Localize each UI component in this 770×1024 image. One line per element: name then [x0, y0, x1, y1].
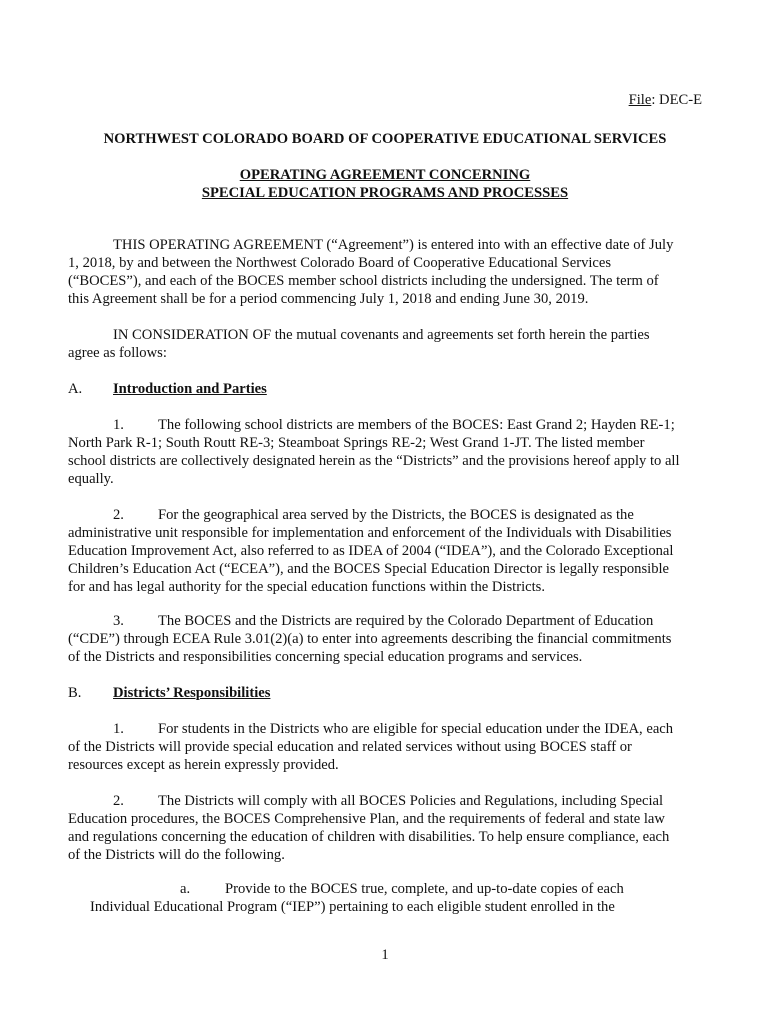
consideration-line: agree as follows:: [68, 345, 167, 361]
item-line: [68, 416, 704, 434]
item-number: 1.: [113, 417, 124, 433]
section-a-item-2: [68, 506, 704, 596]
item-line: [68, 792, 704, 810]
section-a-item-1: [68, 416, 704, 488]
item-line: of the Districts and responsibilities concerning special education programs and services.: [68, 649, 583, 665]
item-line: administrative unit responsible for implementation and enforcement of the Individuals with Disabilities: [68, 525, 672, 541]
intro-line: (“BOCES”), and each of the BOCES member school districts including the undersigned. The term of: [68, 273, 659, 289]
item-line: North Park R-1; South Routt RE-3; Steamboat Springs RE-2; West Grand 1-JT. The listed member: [68, 435, 645, 451]
sub-item-line: [90, 880, 690, 898]
item-line: resources except as herein expressly provided.: [68, 757, 339, 773]
item-line: for and has legal authority for the special education functions within the Districts.: [68, 579, 546, 595]
item-line: school districts are collectively designated herein as the “Districts” and the provisions hereof apply to all: [68, 453, 680, 469]
file-reference: [629, 91, 702, 109]
item-text: The BOCES and the Districts are required by the Colorado Department of Education: [158, 613, 654, 629]
sub-item-letter: a.: [180, 881, 191, 897]
intro-line: THIS OPERATING AGREEMENT (“Agreement”) is entered into with an effective date of July: [113, 237, 674, 253]
document-title-line-1: OPERATING AGREEMENT CONCERNING: [239, 167, 531, 183]
item-text: For the geographical area served by the Districts, the BOCES is designated as the: [158, 507, 634, 523]
item-line: of the Districts will provide special education and related services without using BOCES staff or: [68, 739, 632, 755]
item-number: 2.: [113, 507, 124, 523]
section-b-heading: [68, 684, 270, 702]
item-line: Education Improvement Act, also referred to as IDEA of 2004 (“IDEA”), and the Colorado Exceptional: [68, 543, 674, 559]
item-line: equally.: [68, 471, 114, 487]
document-title-line-2: SPECIAL EDUCATION PROGRAMS AND PROCESSES: [201, 185, 569, 201]
section-b-sub-item-a: [90, 880, 690, 916]
consideration-paragraph: [68, 326, 704, 362]
item-number: 3.: [113, 613, 124, 629]
item-line: and regulations concerning the education of children with disabilities. To help ensure compliance, each: [68, 829, 670, 845]
section-a-heading: [68, 380, 267, 398]
item-line: of the Districts will do the following.: [68, 847, 285, 863]
section-letter: A.: [68, 381, 83, 397]
item-number: 2.: [113, 793, 124, 809]
item-line: (“CDE”) through ECEA Rule 3.01(2)(a) to enter into agreements describing the financial commitments: [68, 631, 672, 647]
intro-line: 1, 2018, by and between the Northwest Colorado Board of Cooperative Educational Services: [68, 255, 612, 271]
item-line: Education procedures, the BOCES Comprehensive Plan, and the requirements of federal and state law: [68, 811, 665, 827]
item-line: [68, 720, 704, 738]
sub-item-text: Provide to the BOCES true, complete, and up-to-date copies of each: [225, 881, 624, 897]
file-label: File: [628, 92, 652, 108]
item-number: 1.: [113, 721, 124, 737]
section-a-item-3: [68, 612, 704, 666]
item-text: The Districts will comply with all BOCES Policies and Regulations, including Special: [158, 793, 664, 809]
sub-item-line: Individual Educational Program (“IEP”) pertaining to each eligible student enrolled in the: [90, 899, 615, 915]
section-b-item-2: [68, 792, 704, 864]
section-title: Districts’ Responsibilities: [113, 685, 271, 701]
section-b-item-1: [68, 720, 704, 774]
item-text: The following school districts are members of the BOCES: East Grand 2; Hayden RE-1;: [158, 417, 675, 433]
organization-title: NORTHWEST COLORADO BOARD OF COOPERATIVE EDUCATIONAL SERVICES: [103, 131, 667, 147]
section-title: Introduction and Parties: [113, 381, 267, 397]
item-line: [68, 506, 704, 524]
consideration-line: IN CONSIDERATION OF the mutual covenants and agreements set forth herein the parties: [113, 327, 650, 343]
intro-line: this Agreement shall be for a period commencing July 1, 2018 and ending June 30, 2019.: [68, 291, 589, 307]
document-title: [0, 166, 770, 202]
item-text: For students in the Districts who are eligible for special education under the IDEA, each: [158, 721, 674, 737]
page-number: 1: [381, 947, 389, 963]
section-letter: B.: [68, 685, 82, 701]
item-line: [68, 612, 704, 630]
intro-paragraph: [68, 236, 704, 308]
item-line: Children’s Education Act (“ECEA”), and the BOCES Special Education Director is legally responsible: [68, 561, 670, 577]
file-value: : DEC-E: [651, 92, 702, 108]
